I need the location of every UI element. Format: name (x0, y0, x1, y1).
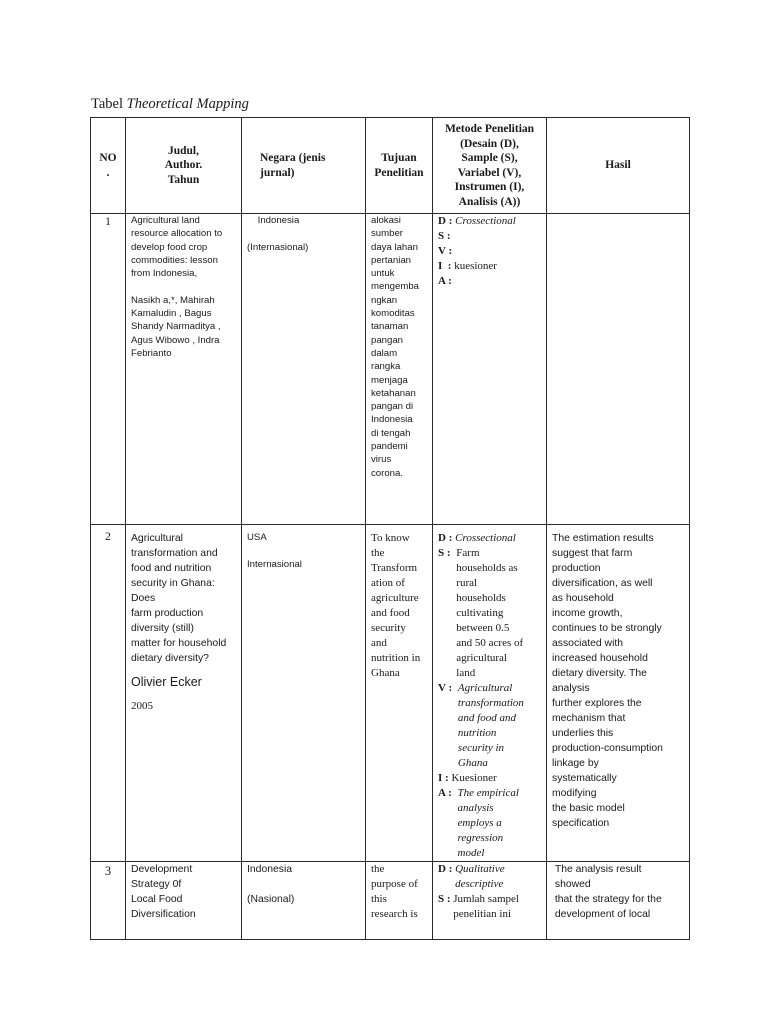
row3-no: 3 (91, 862, 126, 940)
metode-analisis: A : (438, 275, 455, 287)
metode-desain: D : Crossectional (438, 532, 516, 544)
table-row (91, 525, 690, 862)
metode-desain: D : Qualitative descriptive (438, 863, 505, 890)
metode-instrumen: I : kuesioner (438, 260, 497, 272)
row3-metode (433, 862, 547, 940)
row2-author: Olivier Ecker (131, 675, 202, 689)
row2-judul: Agricultural transformation and food and nutrition security in Ghana: Does farm production diversity (still) matter for household dietary diversity? Olivier Ecker 2005 (126, 525, 242, 862)
row2-negara: USA Internasional (242, 525, 366, 862)
header-metode: Metode Penelitian (Desain (D), Sample (S), Variabel (V), Instrumen (I), Analisis (A)) (433, 118, 547, 214)
row1-metode (433, 214, 547, 525)
row1-negara: Indonesia (Internasional) (242, 214, 366, 525)
row1-hasil (547, 214, 690, 525)
metode-sample: S : Jumlah sampel penelitian ini (438, 893, 519, 920)
row3-judul: Development Strategy 0f Local Food Diversification (126, 862, 242, 940)
header-tujuan: Tujuan Penelitian (366, 118, 433, 214)
header-judul: Judul, Author. Tahun (126, 118, 242, 214)
metode-sample: S : Farm households as rural households cultivating between 0.5 and 50 acres of agricultural land (438, 547, 524, 679)
metode-variabel: V : Agricultural transformation and food and nutrition security in Ghana (438, 682, 524, 769)
header-hasil: Hasil (547, 118, 690, 214)
row1-judul: Agricultural land resource allocation to develop food crop commodities: lesson from Indonesia, Nasikh a,*, Mahirah Kamaludin , Bagus Shandy Narmaditya , Agus Wibowo , Indra Febrianto (126, 214, 242, 525)
row2-tujuan: To know the Transform ation of agriculture and food security and nutrition in Ghana (366, 525, 433, 862)
metode-instrumen: I : Kuesioner (438, 772, 497, 784)
theoretical-mapping-table (90, 117, 690, 940)
metode-variabel: V : (438, 245, 455, 257)
header-no: NO . (91, 118, 126, 214)
table-row (91, 214, 690, 525)
caption-title: Theoretical Mapping (126, 96, 249, 112)
row3-hasil: The analysis result showed that the strategy for the development of local (547, 862, 690, 940)
row1-no: 1 (91, 214, 126, 525)
row2-hasil: The estimation results suggest that farm production diversification, as well as household income growth, continues to be strongly associated with increased household dietary diversity. The analysis further explores the mechanism that underlies this production-consumption linkage by systematically modifying the basic model specification (547, 525, 690, 862)
row2-no: 2 (91, 525, 126, 862)
table-row (91, 862, 690, 940)
metode-sample: S : (438, 230, 454, 242)
header-row (91, 118, 690, 214)
row3-tujuan: the purpose of this research is (366, 862, 433, 940)
caption-prefix: Tabel (91, 96, 127, 112)
metode-desain: D : Crossectional (438, 215, 516, 227)
row2-year: 2005 (131, 700, 153, 712)
table-caption (91, 95, 249, 113)
row1-tujuan: alokasi sumber daya lahan pertanian untuk mengemba ngkan komoditas tanaman pangan dalam rangka menjaga ketahanan pangan di Indonesia di tengah pandemi virus corona. (366, 214, 433, 525)
metode-analisis: A : The empirical analysis employs a regression model (438, 787, 519, 859)
row2-metode (433, 525, 547, 862)
header-negara: Negara (jenis jurnal) (242, 118, 366, 214)
row3-negara: Indonesia (Nasional) (242, 862, 366, 940)
